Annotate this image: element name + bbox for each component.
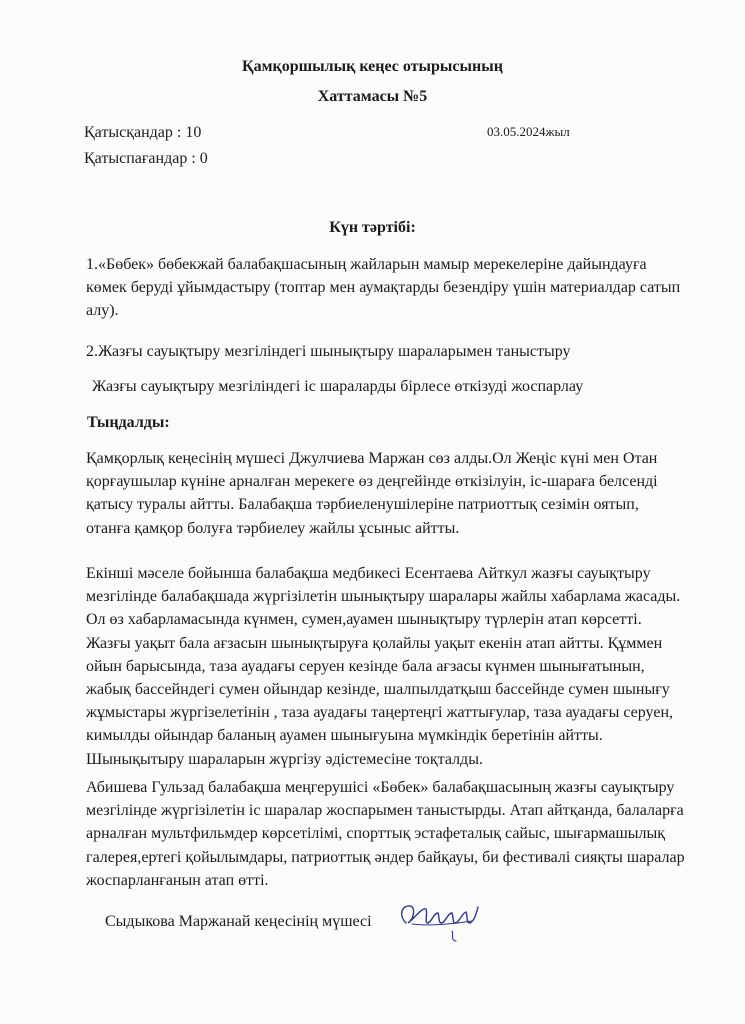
meeting-date: 03.05.2024жыл (487, 124, 570, 139)
absent-count: Қатыспағандар : 0 (84, 150, 208, 167)
agenda-title: Күн тәртібі: (329, 219, 416, 236)
present-count: Қатысқандар : 10 (84, 124, 202, 141)
heard-title: Тыңдалды: (87, 414, 170, 431)
agenda-item-2: 2.Жазғы сауықтыру мезгіліндегі шынықтыру шараларымен таныстыру (86, 343, 571, 360)
agenda-item-3: Жазғы сауықтыру мезгіліндегі іс шараларды бірлесе өткізуді жоспарлау (92, 378, 584, 395)
heard-paragraph-2: Екінші мәселе бойынша балабақша медбикесі Есентаева Айткул жазғы сауықтыру мезгілінде балабақшада жүргізілетін шынықтыру шаралары жайлы хабарлама жасады. Ол өз хабарламасында күнмен, сумен,ауамен шынықтыру түрлерін атап көрсетті. Жазғы уақыт бала ағзасын шынықтыруға қолайлы уақыт екенін атап айтты. Құммен ойын барысында, таза ауадағы серуен кезінде бала ағзасы күнмен шынығатынын, жабық бассейндегі сумен ойындар кезінде, шалпылдатқыш бассейнде сумен шынығу жұмыстары жүргізелетінін , таза ауадағы таңертеңгі жаттығулар, таза ауадағы серуен, кимылды ойындар баланың ауамен шынығуына мүмкіндік беретінін айтты. Шынықытыру шараларын жүргізу әдістемесіне тоқталды. (86, 565, 681, 768)
document-title: Қамқоршылық кеңес отырысының (242, 58, 503, 75)
protocol-number: Хаттамасы №5 (317, 88, 428, 105)
handwritten-signature (392, 893, 487, 947)
agenda-item-1: 1.«Бөбек» бөбекжай балабақшасының жайларын мамыр мерекелеріне дайындауға көмек беруді ұйымдастыру (топтар мен аумақтарды безендіру үшін материалдар сатып алу). (86, 256, 681, 320)
signature-line: Сыдыкова Маржанай кеңесінің мүшесі (105, 913, 372, 930)
heard-paragraph-1: Қамқорлық кеңесінің мүшесі Джулчиева Маржан сөз алды.Ол Жеңіс күні мен Отан қорғаушылар күніне арналған мерекеге өз деңгейінде өткізілуін, іс-шараға белсенді қатысу туралы айтты. Балабақша тәрбиеленушілеріне патриоттық сезімін оятып, отанға қамқор болуға тәрбиелеу жайлы ұсыныс айтты. (86, 450, 658, 537)
heard-paragraph-3: Абишева Гульзад балабақша меңгерушісі «Бөбек» балабақшасының жазғы сауықтыру мезгілінде жүргізілетін іс шаралар жоспарымен таныстырды. Атап айтқанда, балаларға арналған мультфильмдер көрсетілімі, спорттық эстафеталық сайыс, шығармашылық галерея,ертегі қойылымдары, патриоттық әндер байқауы, би фестивалі сияқты шаралар жоспарланғанын атап өтті. (86, 779, 685, 889)
